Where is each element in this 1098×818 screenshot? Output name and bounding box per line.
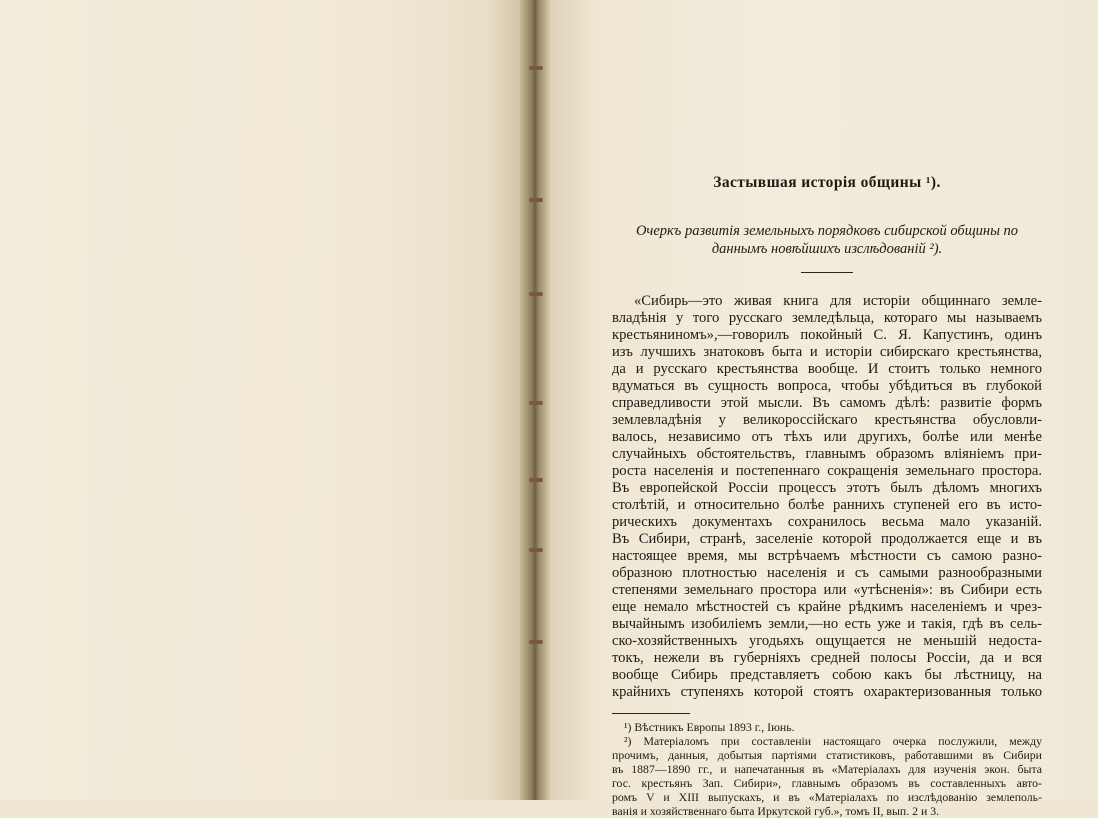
page-content [612, 174, 1042, 818]
body-line: «Сибирь—это живая книга для исторіи общиннаго земле- [634, 293, 1042, 309]
body-line: ско-хозяйственныхъ угодьяхъ ощущается не меньшій недоста- [612, 633, 1042, 649]
book-gutter [520, 0, 550, 800]
body-line: столѣтій, и относительно болѣе раннихъ ступеней его въ исто- [612, 497, 1042, 513]
body-line: еще немало мѣстностей съ крайне рѣдкимъ населеніемъ и чрез- [612, 599, 1042, 615]
left-page [0, 0, 528, 800]
body-line: Въ Сибири, странѣ, заселеніе которой продолжается еще и въ [612, 531, 1042, 547]
body-line: изъ лучшихъ знатоковъ быта и исторіи сибирскаго крестьянства, [612, 344, 1042, 360]
chapter-title: Застывшая исторія общины ¹). [713, 174, 941, 191]
body-line: крестьяниномъ»,—говорилъ покойный С. Я. Капустинъ, одинъ [612, 327, 1042, 343]
footnote-2-line: въ 1887—1890 гг., и напечатанныя въ «Матеріалахъ для изученія экон. быта [612, 762, 1042, 776]
subtitle-line: Очеркъ развитія земельныхъ порядковъ сибирской общины по [635, 223, 1019, 239]
footnote-2-line: ванія и хозяйственнаго быта Иркутской губ.», томъ II, вып. 2 и 3. [612, 804, 940, 818]
section-divider [801, 272, 853, 273]
binding-stitch [529, 548, 543, 552]
body-line: образною плотностью населенія и съ самыми разнообразными [612, 565, 1042, 581]
binding-stitch [529, 198, 543, 202]
body-line: вдуматься въ сущность вопроса, чтобы убѣдиться въ глубокой [612, 378, 1042, 394]
body-line: вычайнымъ изобиліемъ земли,—но есть уже и такія, гдѣ въ сель- [612, 616, 1042, 632]
body-line: владѣнія у того русскаго земледѣльца, котораго мы называемъ [612, 310, 1042, 326]
footnote-2-line: ²) Матеріаломъ при составленіи настоящаго очерка послужили, между [624, 734, 1042, 748]
body-line: справедливости этой мысли. Въ самомъ дѣлѣ: развитіе формъ [612, 395, 1042, 411]
body-line: роста населенія и постепеннаго сокращенія земельнаго простора. [612, 463, 1042, 479]
body-line: Въ европейской Россіи процессъ этотъ былъ дѣломъ многихъ [612, 480, 1042, 496]
body-text [612, 293, 1042, 701]
footnotes [612, 720, 1042, 818]
binding-stitch [529, 478, 543, 482]
footnote-2-line: прочимъ, данныя, добытыя партіями статистиковъ, работавшими въ Сибири [612, 748, 1042, 762]
binding-stitch [529, 401, 543, 405]
body-line: крайнихъ ступеняхъ которой стоятъ охарактеризованныя только [612, 684, 1042, 700]
body-line: землевладѣнія у великороссійскаго крестьянства обусловли- [612, 412, 1042, 428]
footnote-2-line: гос. крестьянъ Зап. Сибири», главнымъ образомъ въ составленныхъ авто- [612, 776, 1042, 790]
binding-stitch [529, 292, 543, 296]
body-line: да и русскаго крестьянства вообще. И стоитъ только немного [612, 361, 1042, 377]
footnote-divider [612, 713, 690, 714]
footnote-2-line: ромъ V и XIII выпускахъ, и въ «Матеріалахъ по изслѣдованію землеполь- [612, 790, 1042, 804]
body-line: токъ, нежели въ губерніяхъ средней полосы Россіи, да и вся [612, 650, 1042, 666]
body-line: валось, независимо отъ тѣхъ или другихъ, болѣе или менѣе [612, 429, 1042, 445]
chapter-subtitle [612, 222, 1042, 258]
binding-stitch [529, 66, 543, 70]
binding-stitch [529, 640, 543, 644]
body-line: настоящее время, мы встрѣчаемъ мѣстности съ самою разно- [612, 548, 1042, 564]
subtitle-line: даннымъ новѣйшихъ изслѣдованій ²). [711, 241, 943, 257]
body-line: степенями земельнаго простора или «утѣсненія»: въ Сибири есть [612, 582, 1042, 598]
body-line: случайныхъ обстоятельствъ, главнымъ образомъ вліяніемъ при- [612, 446, 1042, 462]
body-line: вообще Сибирь представляетъ собою какъ бы лѣстницу, на [612, 667, 1042, 683]
left-page-bleed-through [40, 85, 480, 105]
body-line: рическихъ документахъ сохранилось весьма мало указаній. [612, 514, 1042, 530]
footnote-1: ¹) Вѣстникъ Европы 1893 г., Іюнь. [624, 720, 795, 734]
